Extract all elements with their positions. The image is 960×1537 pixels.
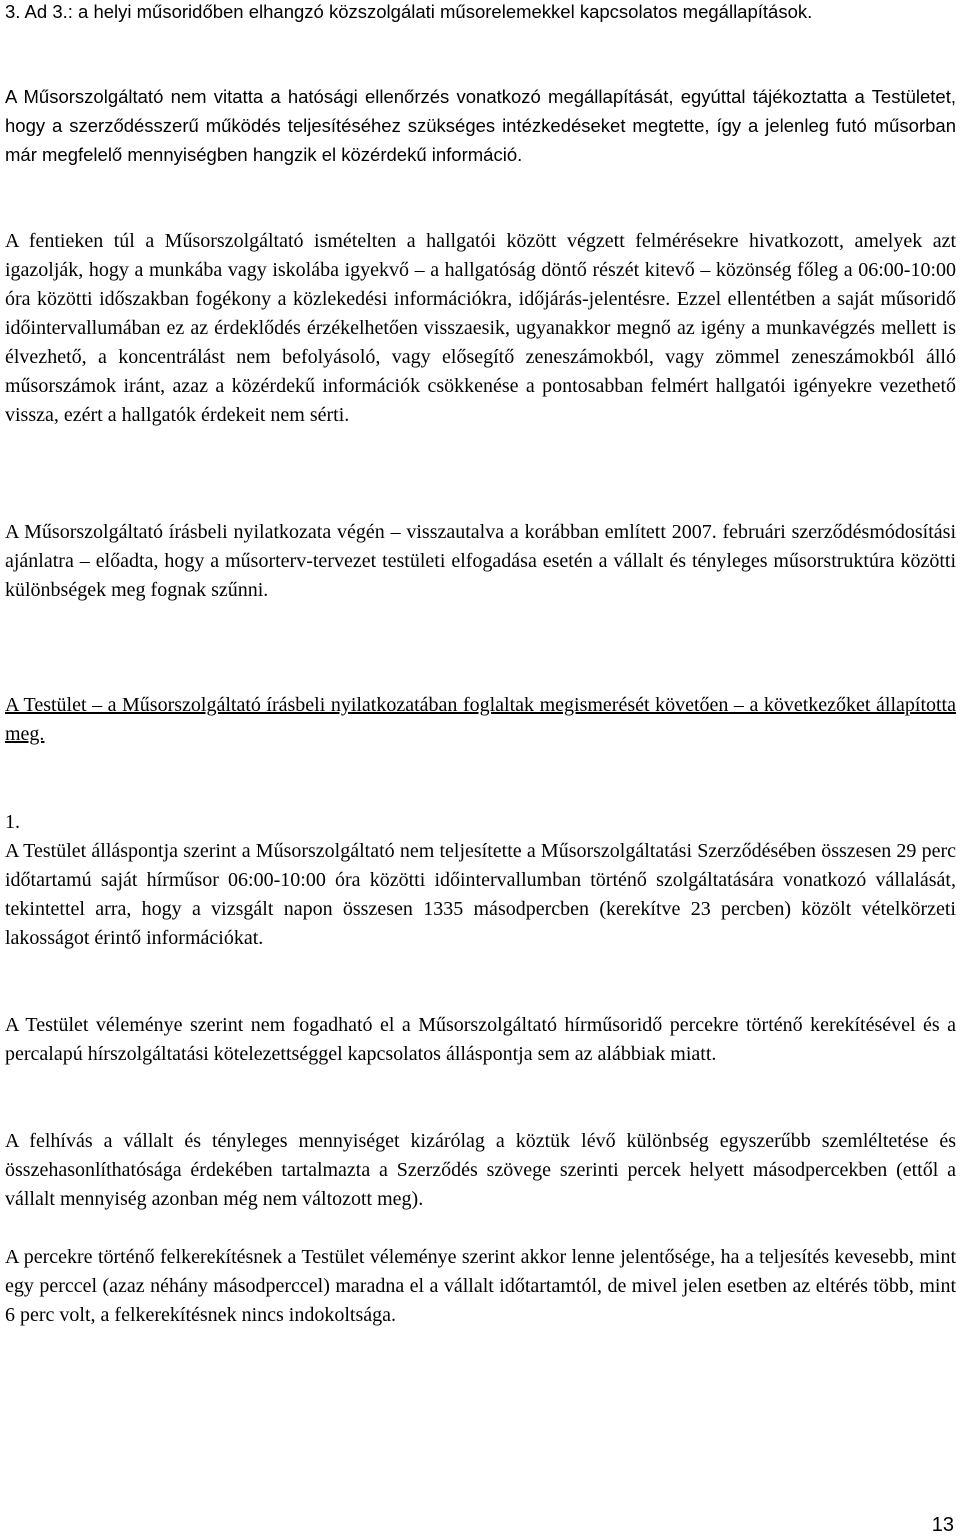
paragraph-finding-1: A Testület álláspontja szerint a Műsorszolgáltató nem teljesítette a Műsorszolgáltatási Szerződésében összesen 29 perc időtartamú saját hírműsor 06:00-10:00 óra közötti időintervallumban történő szolgáltatására vonatkozó vállalását, tekintettel arra, hogy a vizsgált napon összesen 1335 másodpercben (kerekítve 23 percben) közölt vételkörzeti lakosságot érintő információkat. xyxy=(5,840,956,949)
section-heading: 3. Ad 3.: a helyi műsoridőben elhangzó közszolgálati műsorelemekkel kapcsolatos megállapítások. xyxy=(5,1,813,22)
paragraph-notice: A felhívás a vállalt és tényleges mennyiséget kizárólag a köztük lévő különbség egyszerűbb szemléltetése és összehasonlíthatósága érdekében tartalmazta a Szerződés szövege szerinti percek helyett másodpercekben (ettől a vállalt mennyiség azonban még nem változott meg). xyxy=(5,1130,956,1210)
page-number: 13 xyxy=(931,1514,954,1536)
paragraph-response: A Műsorszolgáltató nem vitatta a hatósági ellenőrzés vonatkozó megállapítását, egyúttal tájékoztatta a Testületet, hogy a szerződésszerű működés teljesítéséhez szükséges intézkedéseket megtette, így a jelenleg futó műsorban már megfelelő mennyiségben hangzik el közérdekű információ. xyxy=(5,86,956,165)
finding-number: 1. xyxy=(5,811,20,833)
paragraph-survey: A fentieken túl a Műsorszolgáltató ismételten a hallgatói között végzett felmérésekre hivatkozott, amelyek azt igazolják, hogy a munkába vagy iskolába igyekvő – a hallgatóság döntő részét kitevő – közönség főleg a 06:00-10:00 óra közötti időszakban fogékony a közlekedési információkra, időjárás-jelentésre. Ezzel ellentétben a saját műsoridő időintervallumában ez az érdeklődés érzékelhetően visszaesik, ugyanakkor megnő az igény a munkavégzés mellett is élvezhető, a koncentrálást nem befolyásoló, vagy elősegítő zeneszámokból, vagy zömmel zeneszámokból álló műsorszámok iránt, azaz a közérdekű információk csökkenése a pontosabban felmért hallgatói igényekre vezethető vissza, ezért a hallgatók érdekeit nem sérti. xyxy=(5,230,956,426)
findings-intro: A Testület – a Műsorszolgáltató írásbeli nyilatkozatában foglaltak megismerését követően – a következőket állapította meg. xyxy=(5,694,956,745)
paragraph-opinion: A Testület véleménye szerint nem fogadható el a Műsorszolgáltató hírműsoridő percekre történő kerekítésével és a percalapú hírszolgáltatási kötelezettséggel kapcsolatos álláspontja sem az alábbiak miatt. xyxy=(5,1014,956,1065)
paragraph-rounding: A percekre történő felkerekítésnek a Testület véleménye szerint akkor lenne jelentősége, ha a teljesítés kevesebb, mint egy perccel (azaz néhány másodperccel) maradna el a vállalt időtartamtól, de mivel jelen esetben az eltérés több, mint 6 perc volt, a felkerekítésnek nincs indokoltsága. xyxy=(5,1246,956,1326)
paragraph-statement: A Műsorszolgáltató írásbeli nyilatkozata végén – visszautalva a korábban említett 2007. februári szerződésmódosítási ajánlatra – előadta, hogy a műsorterv-tervezet testületi elfogadása esetén a vállalt és tényleges műsorstruktúra közötti különbségek meg fognak szűnni. xyxy=(5,521,956,601)
